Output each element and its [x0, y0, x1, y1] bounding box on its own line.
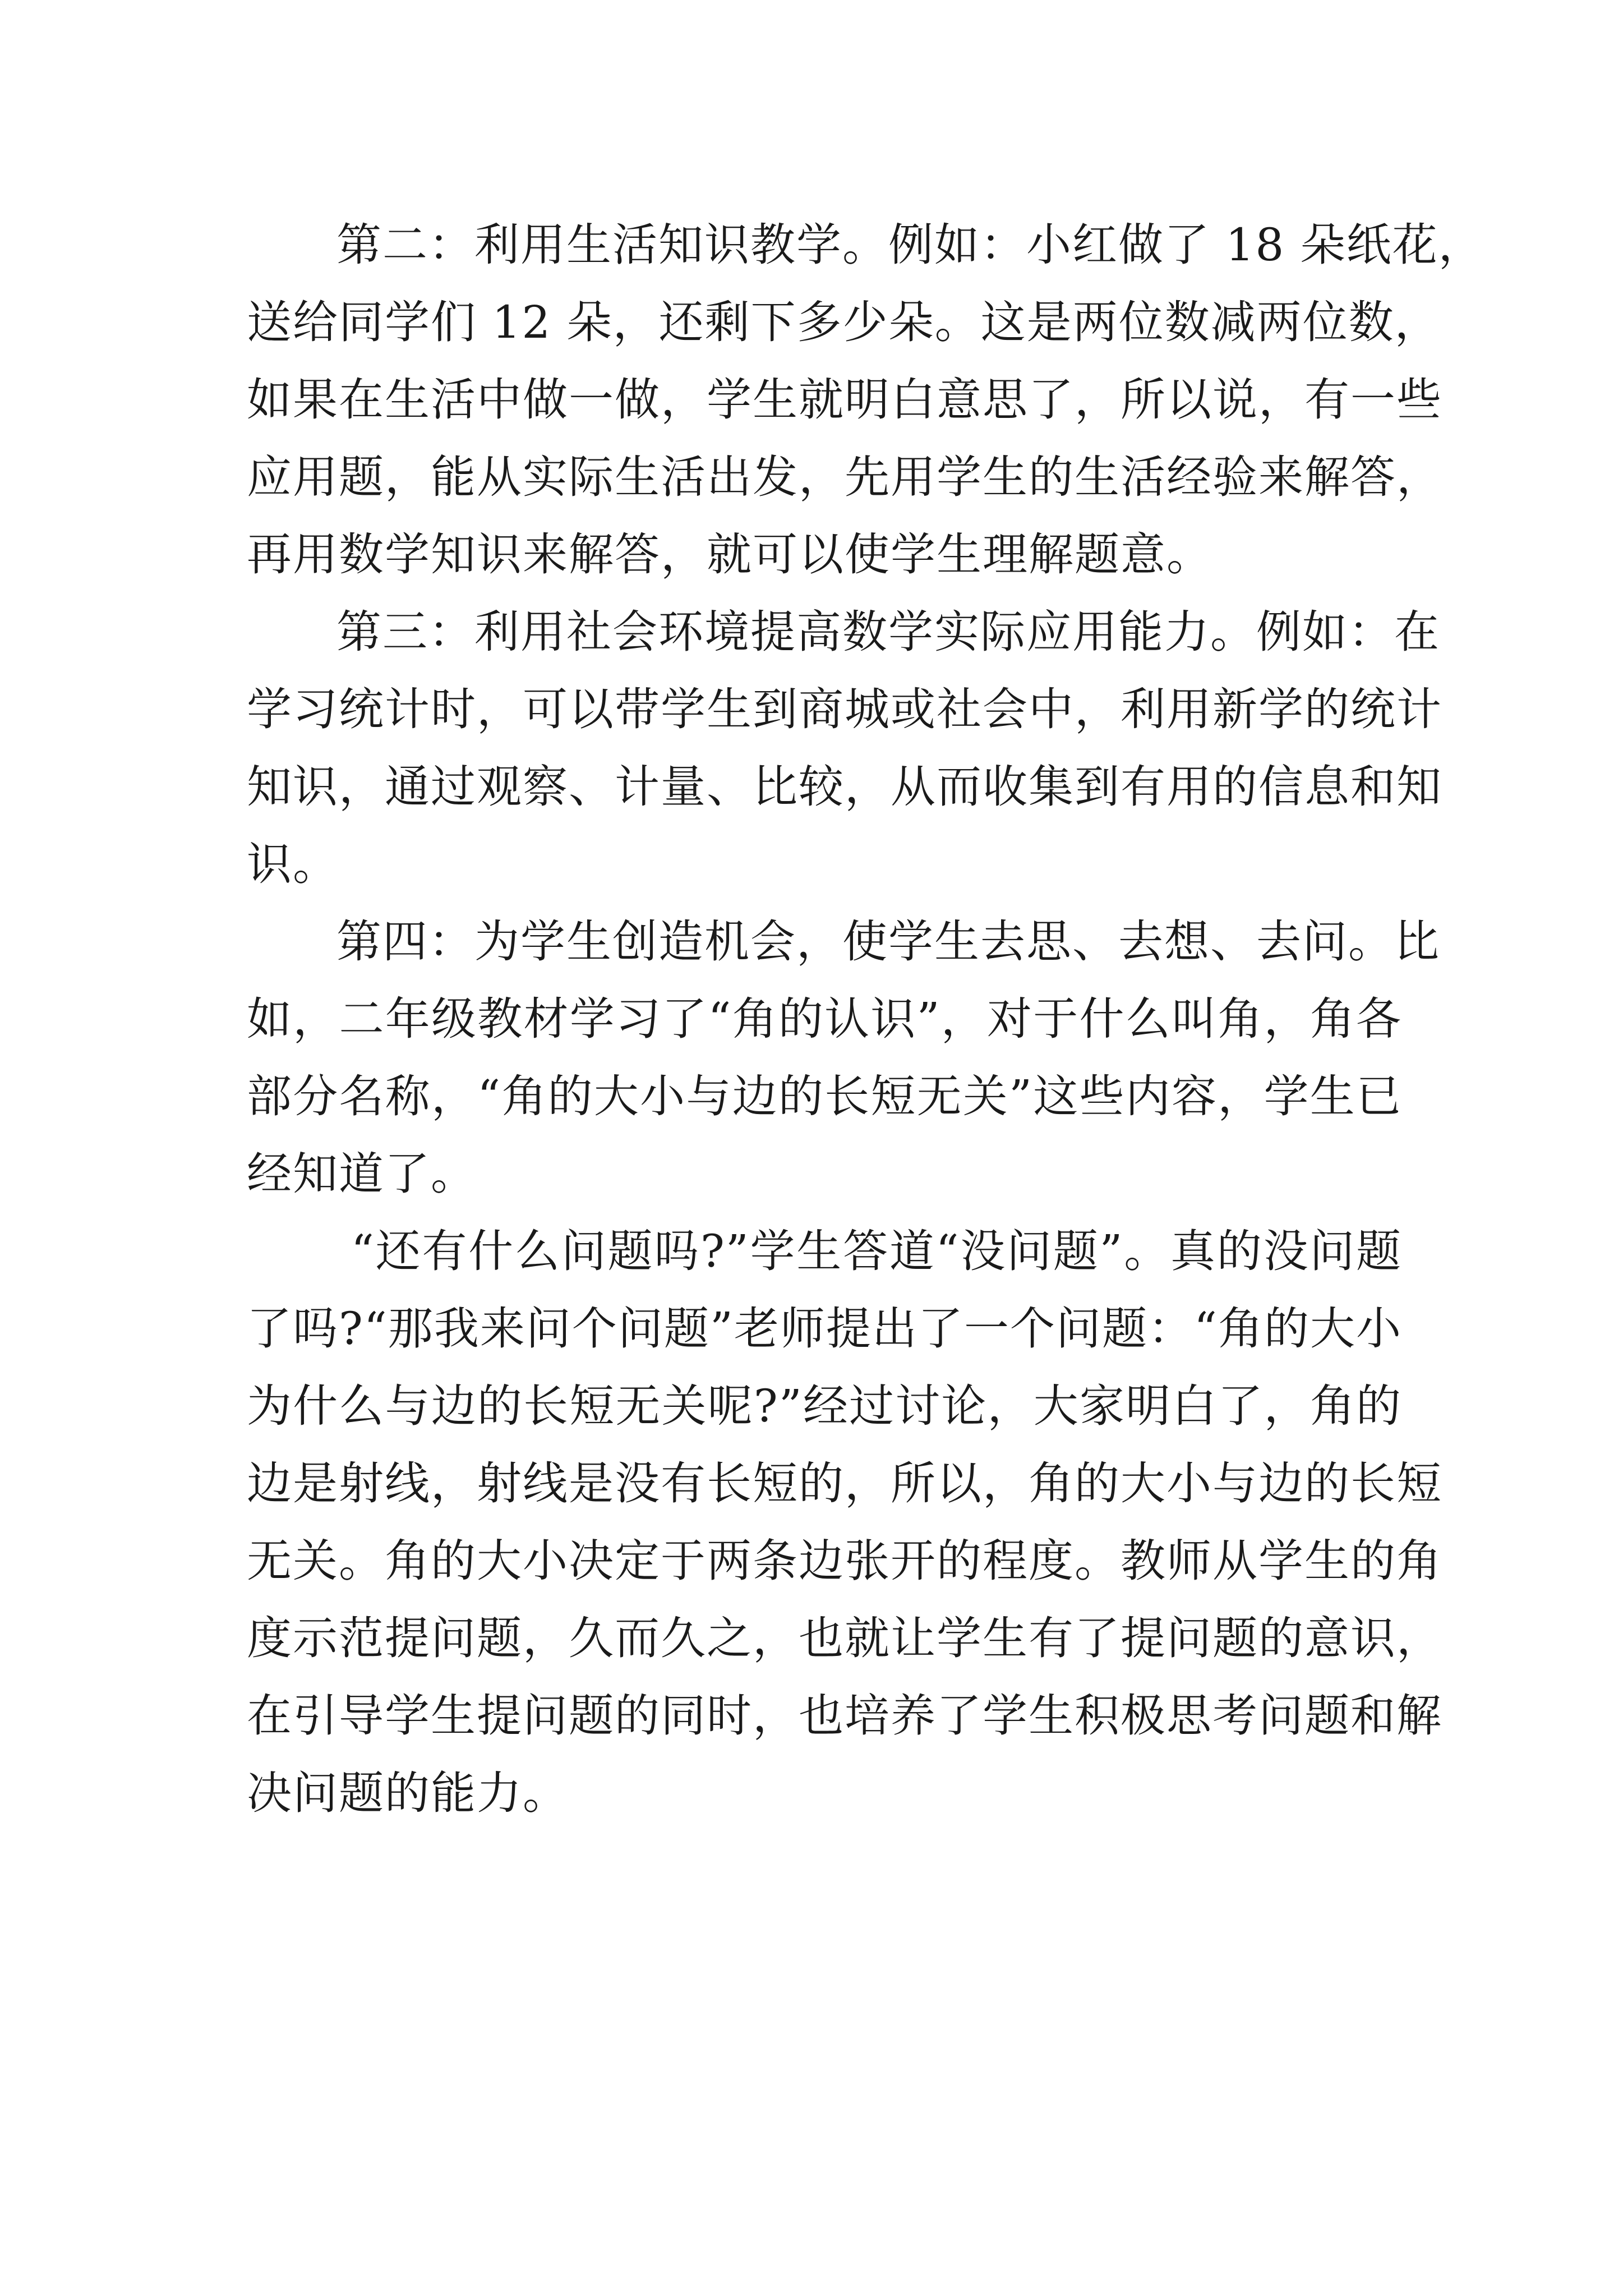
paragraph-line: 如果在生活中做一做，学生就明白意思了，所以说，有一些 — [247, 374, 1442, 426]
paragraph-5 — [247, 1213, 1442, 1832]
paragraph-line: 度示范提问题，久而久之，也就让学生有了提问题的意识， — [247, 1612, 1442, 1664]
paragraph-line: 识。 — [247, 838, 339, 890]
paragraph-line: 第二：利用生活知识教学。例如：小红做了 18 朵纸花， — [336, 219, 1484, 271]
paragraph-2 — [247, 206, 1484, 593]
paragraph-3 — [247, 593, 1442, 903]
paragraph-line: “还有什么问题吗?”学生答道“没问题”。真的没问题 — [351, 1225, 1402, 1277]
paragraph-line: 部分名称，“角的大小与边的长短无关”这些内容，学生已 — [247, 1070, 1402, 1122]
paragraph-line: 决问题的能力。 — [247, 1767, 569, 1819]
paragraph-line: 学习统计时，可以带学生到商城或社会中，利用新学的统计 — [247, 683, 1442, 735]
paragraph-line: 应用题，能从实际生活出发，先用学生的生活经验来解答， — [247, 451, 1442, 503]
paragraph-4 — [247, 903, 1440, 1213]
paragraph-line: 无关。角的大小决定于两条边张开的程度。教师从学生的角 — [247, 1535, 1442, 1587]
paragraph-line: 再用数学知识来解答，就可以使学生理解题意。 — [247, 528, 1212, 581]
paragraph-line: 了吗?“那我来问个问题”老师提出了一个问题：“角的大小 — [247, 1303, 1402, 1355]
paragraph-line: 如，二年级教材学习了“角的认识”，对于什么叫角，角各 — [247, 993, 1402, 1045]
paragraph-line: 第四：为学生创造机会，使学生去思、去想、去问。比 — [336, 915, 1440, 968]
paragraph-line: 送给同学们 12 朵，还剩下多少朵。这是两位数减两位数， — [247, 296, 1441, 348]
paragraph-line: 在引导学生提问题的同时，也培养了学生积极思考问题和解 — [247, 1690, 1442, 1742]
paragraph-line: 经知道了。 — [247, 1148, 477, 1200]
paragraph-line: 第三：利用社会环境提高数学实际应用能力。例如：在 — [336, 606, 1440, 658]
paragraph-line: 为什么与边的长短无关呢?”经过讨论，大家明白了，角的 — [247, 1380, 1402, 1432]
paragraph-line: 知识，通过观察、计量、比较，从而收集到有用的信息和知 — [247, 761, 1442, 813]
document-body — [247, 206, 1484, 1832]
paragraph-line: 边是射线，射线是没有长短的，所以，角的大小与边的长短 — [247, 1457, 1442, 1510]
